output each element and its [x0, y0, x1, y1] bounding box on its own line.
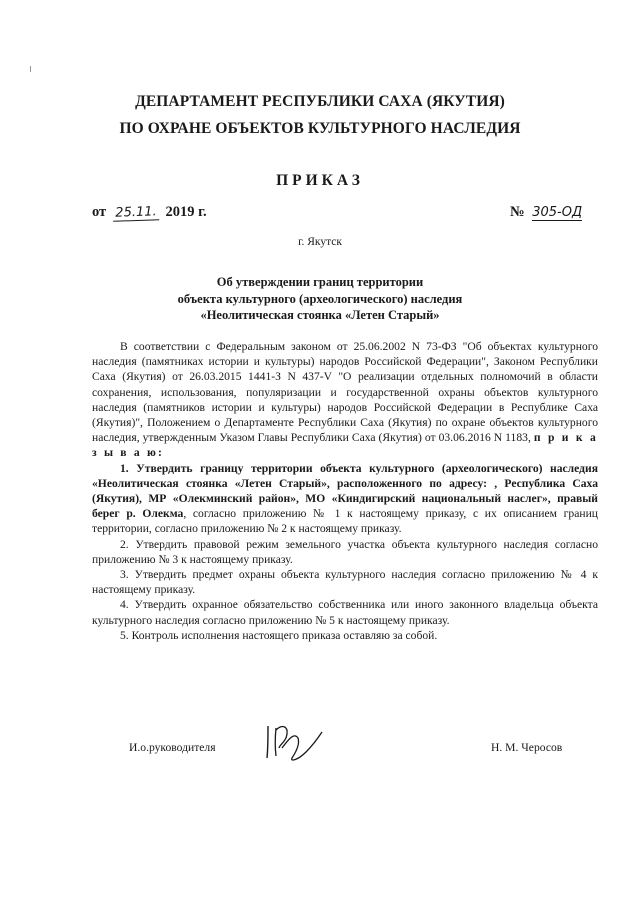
order-date [92, 204, 207, 221]
number-prefix: № [510, 204, 525, 220]
order-subject [0, 274, 640, 324]
date-prefix: от [92, 204, 107, 220]
item-5: 5. Контроль исполнения настоящего приказа оставляю за собой. [120, 628, 438, 642]
intro-text: В соответствии с Федеральным законом от 25.06.2002 N 73-ФЗ "Об объектах культурного наследия (памятниках истории и культуры) народов Российской Федерации", Законом Республики Саха (Якутия) от 26.03.2015 1441-З N 437-V "О реализации отдельных полномочий в области сохранения, использования, популяризации и государственной охраны объектов культурного наследия (памятников истории и культуры) народов Российской Федерации в Республике Саха (Якутия)", Положением о Департаменте Республики Саха (Якутия) по охране объектов культурного наследия, утвержденным Указом Главы Республики Саха (Якутия) от 03.06.2016 N 1183, [92, 340, 598, 445]
subject-line2: объекта культурного (археологического) наследия [177, 291, 463, 306]
subject-line3: «Неолитическая стоянка «Летен Старый» [200, 308, 440, 322]
order-city: г. Якутск [298, 236, 342, 248]
item-3: 3. Утвердить предмет охраны объекта культурного наследия согласно приложению № 4 к настоящему приказу. [92, 568, 598, 597]
order-title: ПРИКАЗ [276, 172, 364, 189]
order-body [92, 339, 598, 643]
signer-position: И.о.руководителя [129, 741, 216, 754]
date-suffix: 2019 г. [165, 204, 207, 220]
item-1-bold: 1. Утвердить границу территории объекта культурного (археологического) наследия «Неолитическая стоянка «Летен Старый», расположенного по адресу: , Республика Саха (Якутия), МР «Олекминский район», МО «Киндигирский национальный наслег», правый берег р. Олекма [92, 461, 598, 521]
item-1-rest: , согласно приложению № 1 к настоящему приказу, с их описанием границ территории, согласно приложению № 2 к настоящему приказу. [92, 507, 598, 536]
order-number [510, 204, 582, 221]
number-handwritten: 305-ОД [532, 205, 583, 220]
department-name-line2: ПО ОХРАНЕ ОБЪЕКТОВ КУЛЬТУРНОГО НАСЛЕДИЯ [119, 120, 521, 137]
date-handwritten: 25.11. [113, 204, 160, 222]
item-1 [92, 461, 598, 537]
scan-margin-mark [30, 66, 31, 72]
item-2: 2. Утвердить правовой режим земельного участка объекта культурного наследия согласно приложению № 3 к настоящему приказу. [92, 537, 598, 566]
department-name-line1: ДЕПАРТАМЕНТ РЕСПУБЛИКИ САХА (ЯКУТИЯ) [135, 93, 505, 110]
item-4: 4. Утвердить охранное обязательство собственника или иного законного владельца объекта культурного наследия согласно приложению № 5 к настоящему приказу. [92, 598, 598, 627]
handwritten-signature [262, 718, 332, 764]
subject-line1: Об утверждении границ территории [216, 275, 424, 289]
intro-paragraph [92, 339, 598, 461]
intro-order-word: п р и к а з ы в а ю: [92, 431, 598, 460]
signer-name: Н. М. Черосов [491, 741, 563, 754]
